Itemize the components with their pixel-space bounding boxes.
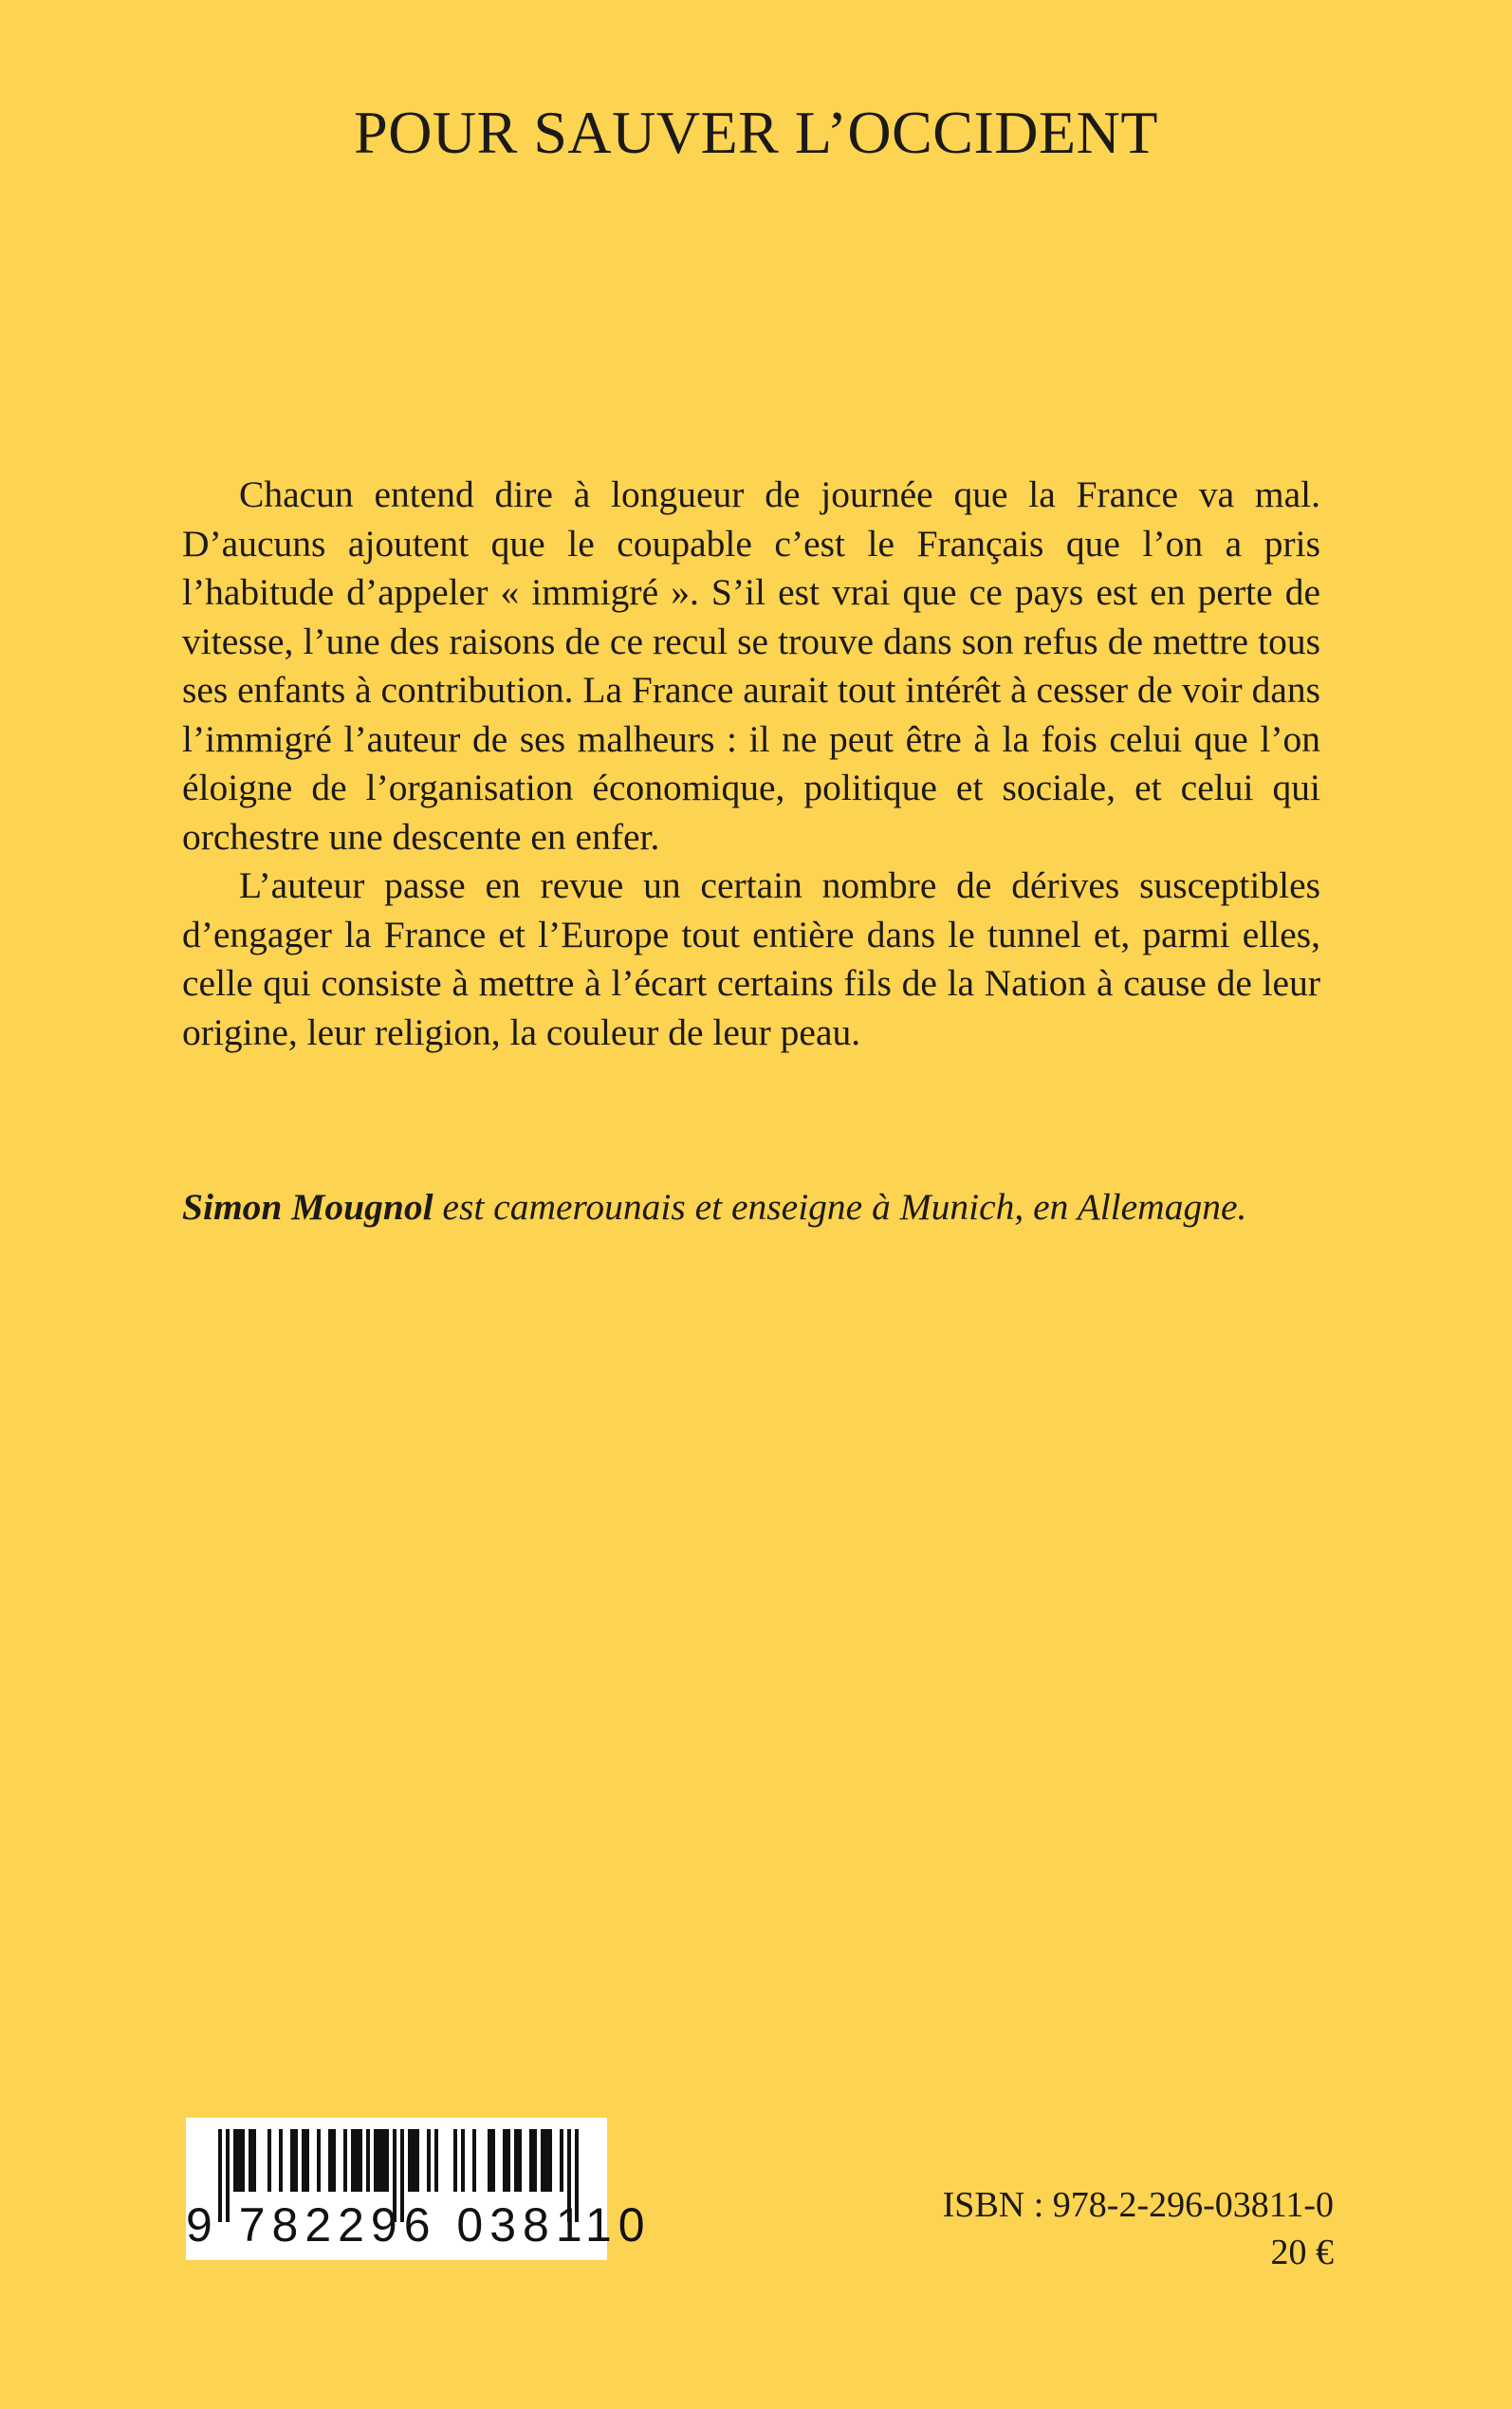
blurb-paragraph-1: Chacun entend dire à longueur de journée que la France va mal. D’aucuns ajoutent que le coupable c’est le Français que l’on a pris l’habitude d’appeler « immigré ». S’il est vrai que ce pays est en perte de vitesse, l’une des raisons de ce recul se trouve dans son refus de mettre tous ses enfants à contribution. La France aurait tout intérêt à cesser de voir dans l’immigré l’auteur de ses malheurs : il ne peut être à la fois celui que l’on éloigne de l’organisation économique, politique et sociale, et celui qui orchestre une descente en enfer.	[182, 473, 1320, 858]
price: 20 €	[1270, 2233, 1334, 2272]
barcode-bar	[267, 2129, 271, 2192]
book-title: POUR SAUVER L’OCCIDENT	[354, 99, 1158, 166]
blurb-paragraph-2: L’auteur passe en revue un certain nombre de dérives susceptibles d’engager la France et l’Europe tout entière dans le tunnel et, parmi elles, celle qui consiste à mettre à l’écart certains fils de la Nation à cause de leur origine, leur religion, la couleur de leur peau.	[182, 864, 1320, 1053]
author-note	[182, 1182, 1368, 1232]
barcode-bar	[381, 2129, 385, 2192]
blurb	[182, 471, 1320, 1057]
barcode-bar	[279, 2129, 283, 2192]
barcode-bar	[412, 2129, 415, 2192]
barcode-bar	[514, 2129, 518, 2192]
barcode-bar	[252, 2129, 256, 2192]
barcode-bar	[472, 2129, 476, 2192]
barcode-bar	[529, 2129, 533, 2192]
barcode-bar	[434, 2129, 438, 2192]
barcode-bar	[378, 2129, 381, 2192]
barcode-bar	[351, 2129, 355, 2192]
barcode-bar	[518, 2129, 522, 2192]
barcode-bar	[374, 2129, 378, 2192]
barcode-bar	[290, 2129, 294, 2192]
barcode-bar	[366, 2129, 370, 2192]
barcode-bar	[541, 2129, 544, 2192]
author-name: Simon Mougnol	[182, 1186, 433, 1228]
barcode-bar	[533, 2129, 537, 2192]
barcode-bar	[241, 2129, 245, 2192]
barcode-bar	[503, 2129, 507, 2192]
barcode-digits: 9 782296 038110	[186, 2198, 652, 2251]
barcode-bar	[560, 2129, 563, 2192]
barcode-bar	[249, 2129, 252, 2192]
barcode-bar	[427, 2129, 431, 2192]
author-bio: est camerounais et enseigne à Munich, en Allemagne.	[433, 1186, 1247, 1228]
barcode-bar	[355, 2129, 359, 2192]
barcode-bar	[237, 2129, 241, 2192]
barcode-bar	[233, 2129, 237, 2192]
barcode-bar	[328, 2129, 332, 2192]
barcode-bar	[461, 2129, 465, 2192]
barcode-bar	[491, 2129, 495, 2192]
barcode-bar	[359, 2129, 362, 2192]
barcode-bar	[332, 2129, 336, 2192]
barcode-bar	[408, 2129, 412, 2192]
barcode-bar	[488, 2129, 491, 2192]
barcode-bar	[305, 2129, 309, 2192]
barcode-bar	[544, 2129, 548, 2192]
isbn: ISBN : 978-2-296-03811-0	[942, 2185, 1334, 2225]
barcode-bar	[548, 2129, 552, 2192]
barcode-bar	[385, 2129, 389, 2192]
barcode-bar	[415, 2129, 419, 2192]
barcode-bar	[343, 2129, 347, 2192]
barcode-bar	[302, 2129, 305, 2192]
barcode-bar	[507, 2129, 510, 2192]
barcode-bar	[317, 2129, 321, 2192]
barcode-bar	[453, 2129, 457, 2192]
barcode-bar	[294, 2129, 298, 2192]
